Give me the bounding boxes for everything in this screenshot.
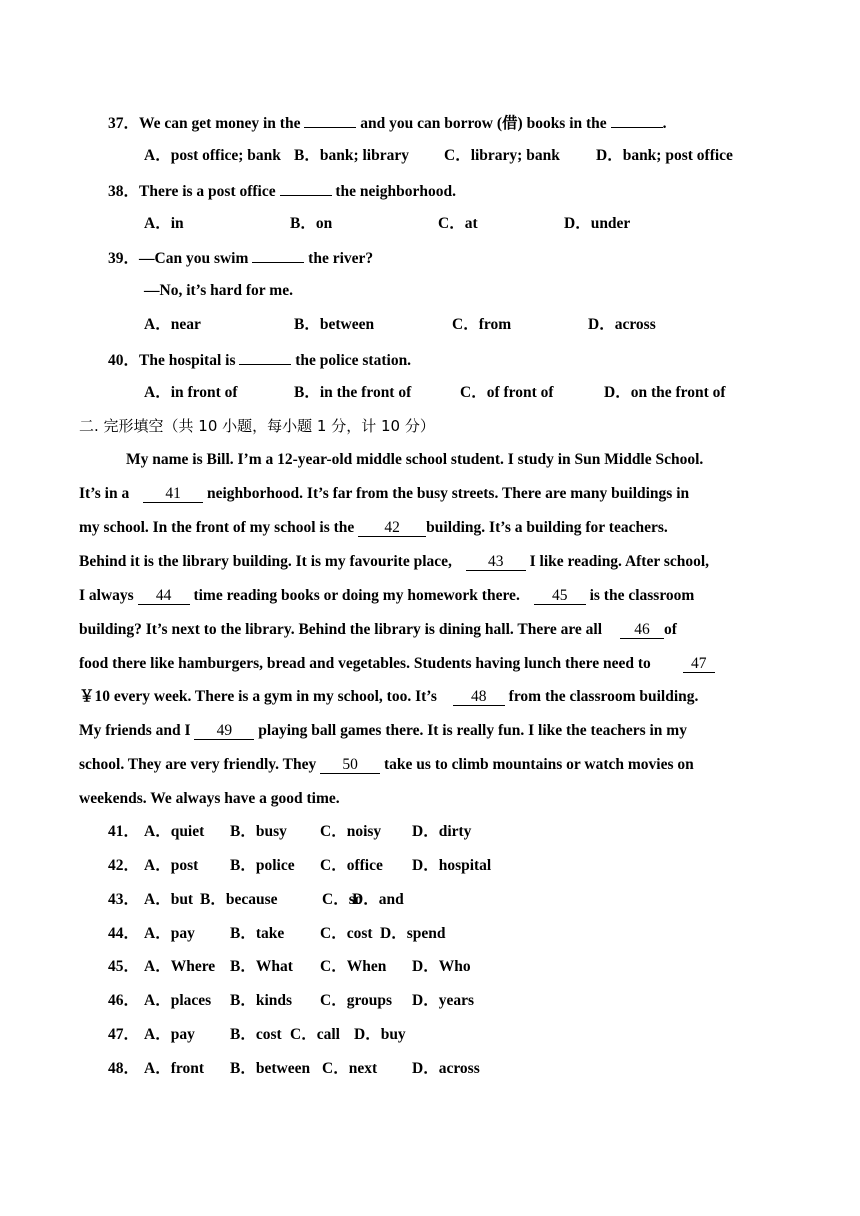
answer-blank — [304, 112, 356, 128]
blank-50: 50 — [320, 756, 380, 774]
question-stem: and you can borrow (借) books in the — [360, 115, 607, 132]
option-c: C．noisy — [320, 823, 382, 840]
option-a: A．post — [144, 857, 199, 874]
passage-line — [79, 620, 677, 640]
cloze-options-47 — [108, 1025, 406, 1045]
option-d: D．under — [564, 215, 631, 232]
question-number: 45． — [108, 958, 140, 975]
blank-43: 43 — [466, 553, 526, 571]
passage-text: take us to climb mountains or watch movies on — [384, 756, 694, 773]
option-d: D．years — [412, 992, 474, 1009]
question-number: 39． — [108, 250, 140, 267]
option-b: B．between — [230, 1060, 311, 1077]
passage-text: building. It’s a building for teachers. — [426, 519, 668, 536]
question-stem: the police station. — [295, 352, 412, 369]
option-b: B．bank; library — [294, 147, 409, 164]
cloze-options-46 — [108, 991, 474, 1011]
passage-line — [79, 586, 694, 606]
cloze-options-45 — [108, 957, 471, 977]
passage-line: My name is Bill. I’m a 12-year-old middle school student. I study in Sun Middle School. — [126, 451, 704, 468]
question-number: 41． — [108, 823, 140, 840]
question-number: 46． — [108, 992, 140, 1009]
answer-blank — [239, 349, 291, 365]
question-stem: . — [662, 115, 667, 132]
option-d: D．Who — [412, 958, 471, 975]
option-b: B．What — [230, 958, 293, 975]
option-b: B．take — [230, 925, 285, 942]
section-heading: 二. 完形填空（共 10 小题，每小题 1 分，计 10 分） — [79, 417, 435, 435]
option-b: B．police — [230, 857, 295, 874]
question-stem: There is a post office — [139, 183, 276, 200]
passage-line: weekends. We always have a good time. — [79, 790, 340, 807]
blank-49: 49 — [194, 722, 254, 740]
options-38 — [144, 214, 630, 234]
option-d: D．across — [412, 1060, 480, 1077]
question-stem: the river? — [308, 250, 374, 267]
passage-text: of — [663, 621, 677, 638]
passage-line — [79, 654, 715, 674]
question-37 — [108, 112, 666, 134]
option-a: A．in — [144, 215, 184, 232]
passage-text: playing ball games there. It is really fun. I like the teachers in my — [258, 722, 687, 739]
question-stem: —Can you swim — [139, 250, 249, 267]
option-c: C．at — [438, 215, 478, 232]
option-b: B．in the front of — [294, 384, 412, 401]
option-a: A．quiet — [144, 823, 205, 840]
option-b: B．kinds — [230, 992, 293, 1009]
passage-text: I always — [79, 587, 134, 604]
question-number: 47． — [108, 1026, 140, 1043]
option-c: C．When — [320, 958, 387, 975]
cloze-options-43 — [108, 890, 404, 910]
option-a: A．near — [144, 316, 201, 333]
options-40 — [144, 383, 726, 403]
blank-48: 48 — [453, 688, 505, 706]
option-d: D．on the front of — [604, 384, 726, 401]
passage-text: neighborhood. It’s far from the busy streets. There are many buildings in — [207, 485, 690, 502]
blank-44: 44 — [138, 587, 190, 605]
option-c: C．cost — [320, 925, 373, 942]
cloze-options-42 — [108, 856, 491, 876]
option-d: D．and — [352, 891, 404, 908]
reply-39: —No, it’s hard for me. — [144, 282, 293, 299]
passage-line — [79, 755, 694, 775]
option-a: A．front — [144, 1060, 204, 1077]
passage-text: ￥10 every week. There is a gym in my school, too. It’s — [79, 688, 437, 705]
blank-42: 42 — [358, 519, 426, 537]
option-c: C．next — [322, 1060, 378, 1077]
answer-blank — [252, 247, 304, 263]
cloze-options-48 — [108, 1059, 480, 1079]
passage-line — [79, 687, 698, 707]
option-c: C．groups — [320, 992, 393, 1009]
option-a: A．pay — [144, 925, 195, 942]
cloze-options-44 — [108, 924, 445, 944]
cloze-options-41 — [108, 822, 471, 842]
option-d: D．hospital — [412, 857, 492, 874]
passage-line — [79, 484, 689, 504]
option-c: C．from — [452, 316, 512, 333]
question-number: 40． — [108, 352, 140, 369]
option-b: B．busy — [230, 823, 287, 840]
passage-text: building? It’s next to the library. Behind the library is dining hall. There are all — [79, 621, 603, 638]
option-a: A．pay — [144, 1026, 195, 1043]
passage-text: from the classroom building. — [508, 688, 699, 705]
blank-46: 46 — [620, 621, 664, 639]
option-c: C．of front of — [460, 384, 554, 401]
question-39 — [108, 247, 373, 269]
option-b: B．between — [294, 316, 375, 333]
option-c: C．call — [290, 1026, 340, 1043]
options-37 — [144, 146, 733, 166]
question-number: 43． — [108, 891, 140, 908]
passage-text: I like reading. After school, — [529, 553, 710, 570]
options-39 — [144, 315, 656, 335]
option-d: D．across — [588, 316, 656, 333]
passage-text: school. They are very friendly. They — [79, 756, 317, 773]
answer-blank — [611, 112, 663, 128]
blank-45: 45 — [534, 587, 586, 605]
option-a: A．post office; bank — [144, 147, 281, 164]
option-c: C．so — [322, 891, 363, 908]
passage-line — [79, 518, 668, 538]
option-a: A．in front of — [144, 384, 238, 401]
option-a: A．places — [144, 992, 212, 1009]
option-d: D．dirty — [412, 823, 472, 840]
passage-text: is the classroom — [589, 587, 695, 604]
passage-text: My friends and I — [79, 722, 191, 739]
question-number: 37． — [108, 115, 140, 132]
option-a: A．but — [144, 891, 194, 908]
question-38 — [108, 180, 456, 202]
question-number: 44． — [108, 925, 140, 942]
answer-blank — [280, 180, 332, 196]
passage-text: food there like hamburgers, bread and vegetables. Students having lunch there need to — [79, 655, 651, 672]
option-b: B．on — [290, 215, 333, 232]
blank-47: 47 — [683, 655, 715, 673]
option-c: C．office — [320, 857, 383, 874]
option-b: B．cost — [230, 1026, 282, 1043]
question-40 — [108, 349, 411, 371]
passage-text: Behind it is the library building. It is my favourite place, — [79, 553, 452, 570]
blank-41: 41 — [143, 485, 203, 503]
option-d: D．buy — [354, 1026, 406, 1043]
question-stem: the neighborhood. — [335, 183, 456, 200]
question-number: 42． — [108, 857, 140, 874]
option-a: A．Where — [144, 958, 216, 975]
option-b: B．because — [200, 891, 278, 908]
option-c: C．library; bank — [444, 147, 560, 164]
question-stem: We can get money in the — [139, 115, 301, 132]
passage-text: time reading books or doing my homework there. — [193, 587, 520, 604]
question-stem: The hospital is — [139, 352, 236, 369]
question-number: 38． — [108, 183, 140, 200]
option-d: D．spend — [380, 925, 446, 942]
question-number: 48． — [108, 1060, 140, 1077]
passage-text: It’s in a — [79, 485, 130, 502]
passage-line — [79, 552, 709, 572]
option-d: D．bank; post office — [596, 147, 733, 164]
passage-text: my school. In the front of my school is the — [79, 519, 355, 536]
passage-line — [79, 721, 687, 741]
